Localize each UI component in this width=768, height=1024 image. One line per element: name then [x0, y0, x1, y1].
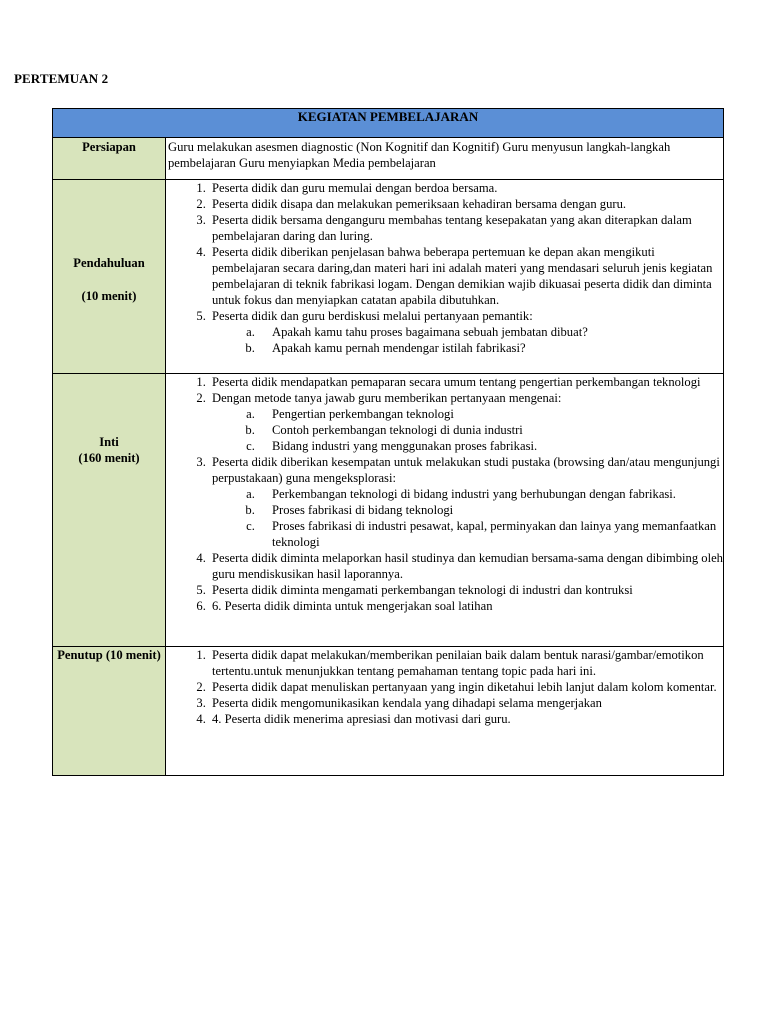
inti-sublist-3	[212, 486, 723, 550]
label-pendahuluan	[53, 180, 166, 374]
table-title: KEGIATAN PEMBELAJARAN	[53, 109, 724, 138]
label-penutup	[53, 647, 166, 776]
list-item: 5. Peserta didik dan guru berdiskusi melalui pertanyaan pemantik: a. Apakah kamu tahu proses bagaimana sebuah jembatan dibuat? b. Apakah kamu pernah mendengar istilah fabrikasi?	[209, 308, 723, 356]
list-item: 4. 4. Peserta didik menerima apresiasi dan motivasi dari guru.	[209, 711, 723, 727]
pendahuluan-sublist	[212, 324, 723, 356]
list-item: 3. Peserta didik mengomunikasikan kendala yang dihadapi selama mengerjakan	[209, 695, 723, 711]
page-heading: PERTEMUAN 2	[14, 71, 109, 86]
list-item: 1. Peserta didik dapat melakukan/memberikan penilaian baik dalam bentuk narasi/gambar/emotikon tertentu.untuk menunjukkan tentang pemahaman tentang topic pada hari ini.	[209, 647, 723, 679]
sub-list-item: a. Perkembangan teknologi di bidang industri yang berhubungan dengan fabrikasi.	[258, 486, 723, 502]
inti-duration: (160 menit)	[78, 451, 140, 465]
sub-list-item: b. Proses fabrikasi di bidang teknologi	[258, 502, 723, 518]
list-item: 3. Peserta didik bersama denganguru membahas tentang kesepakatan yang akan diterapkan dalam pembelajaran daring dan luring.	[209, 212, 723, 244]
list-item: 1. Peserta didik mendapatkan pemaparan secara umum tentang pengertian perkembangan teknologi	[209, 374, 723, 390]
pendahuluan-duration: (10 menit)	[81, 289, 137, 303]
content-penutup	[166, 647, 724, 776]
list-item: 1. Peserta didik dan guru memulai dengan berdoa bersama.	[209, 180, 723, 196]
content-inti	[166, 374, 724, 647]
persiapan-text: Guru melakukan asesmen diagnostic (Non Kognitif dan Kognitif) Guru menyusun langkah-langkah pembelajaran Guru menyiapkan Media pembelajaran	[168, 140, 671, 170]
list-item: 3. Peserta didik diberikan kesempatan untuk melakukan studi pustaka (browsing dan/atau mengunjungi perpustakaan) guna mengeksplorasi: a. Perkembangan teknologi di bidang industri yang berhubungan dengan fabrikasi. b. Proses fabrikasi di bidang teknologi c. Proses fabrikasi di industri pesawat, kapal, perminyakan dan lainya yang memanfaatkan teknologi	[209, 454, 723, 550]
content-persiapan	[166, 138, 724, 180]
penutup-label: Penutup (10 menit)	[57, 648, 161, 662]
list-item: 4. Peserta didik diberikan penjelasan bahwa beberapa pertemuan ke depan akan mengikuti pembelajaran secara daring,dan materi hari ini adalah materi yang mendasari seluruh jenis kegiatan pembelajaran di teknik fabrikasi logam. Dengan demikian wajib dikuasai peserta didik dan diminta untuk fokus dan menyiapkan catatan apabila dibutuhkan.	[209, 244, 723, 308]
list-item: 6. 6. Peserta didik diminta untuk mengerjakan soal latihan	[209, 598, 723, 614]
list-item: 2. Dengan metode tanya jawab guru memberikan pertanyaan mengenai: a. Pengertian perkembangan teknologi b. Contoh perkembangan teknologi di dunia industri c. Bidang industri yang menggunakan proses fabrikasi.	[209, 390, 723, 454]
row-penutup	[53, 647, 724, 776]
row-persiapan	[53, 138, 724, 180]
inti-list	[166, 374, 723, 614]
sub-list-item: c. Bidang industri yang menggunakan proses fabrikasi.	[258, 438, 723, 454]
list-item: 5. Peserta didik diminta mengamati perkembangan teknologi di industri dan kontruksi	[209, 582, 723, 598]
sub-list-item: b. Apakah kamu pernah mendengar istilah fabrikasi?	[258, 340, 723, 356]
penutup-list	[166, 647, 723, 727]
lesson-activities-table	[52, 108, 724, 776]
list-item: 2. Peserta didik dapat menuliskan pertanyaan yang ingin diketahui lebih lanjut dalam kolom komentar.	[209, 679, 723, 695]
label-persiapan: Persiapan	[53, 138, 166, 180]
label-inti	[53, 374, 166, 647]
sub-list-item: a. Pengertian perkembangan teknologi	[258, 406, 723, 422]
sub-list-item: a. Apakah kamu tahu proses bagaimana sebuah jembatan dibuat?	[258, 324, 723, 340]
row-inti	[53, 374, 724, 647]
inti-sublist-2	[212, 406, 723, 454]
list-item: 4. Peserta didik diminta melaporkan hasil studinya dan kemudian bersama-sama dengan dibimbing oleh guru mendiskusikan hasil laporannya.	[209, 550, 723, 582]
row-pendahuluan	[53, 180, 724, 374]
sub-list-item: b. Contoh perkembangan teknologi di dunia industri	[258, 422, 723, 438]
list-item: 2. Peserta didik disapa dan melakukan pemeriksaan kehadiran bersama dengan guru.	[209, 196, 723, 212]
pendahuluan-label: Pendahuluan	[73, 256, 145, 270]
content-pendahuluan	[166, 180, 724, 374]
pendahuluan-list	[166, 180, 723, 356]
sub-list-item: c. Proses fabrikasi di industri pesawat, kapal, perminyakan dan lainya yang memanfaatkan teknologi	[258, 518, 723, 550]
inti-label: Inti	[99, 435, 119, 449]
